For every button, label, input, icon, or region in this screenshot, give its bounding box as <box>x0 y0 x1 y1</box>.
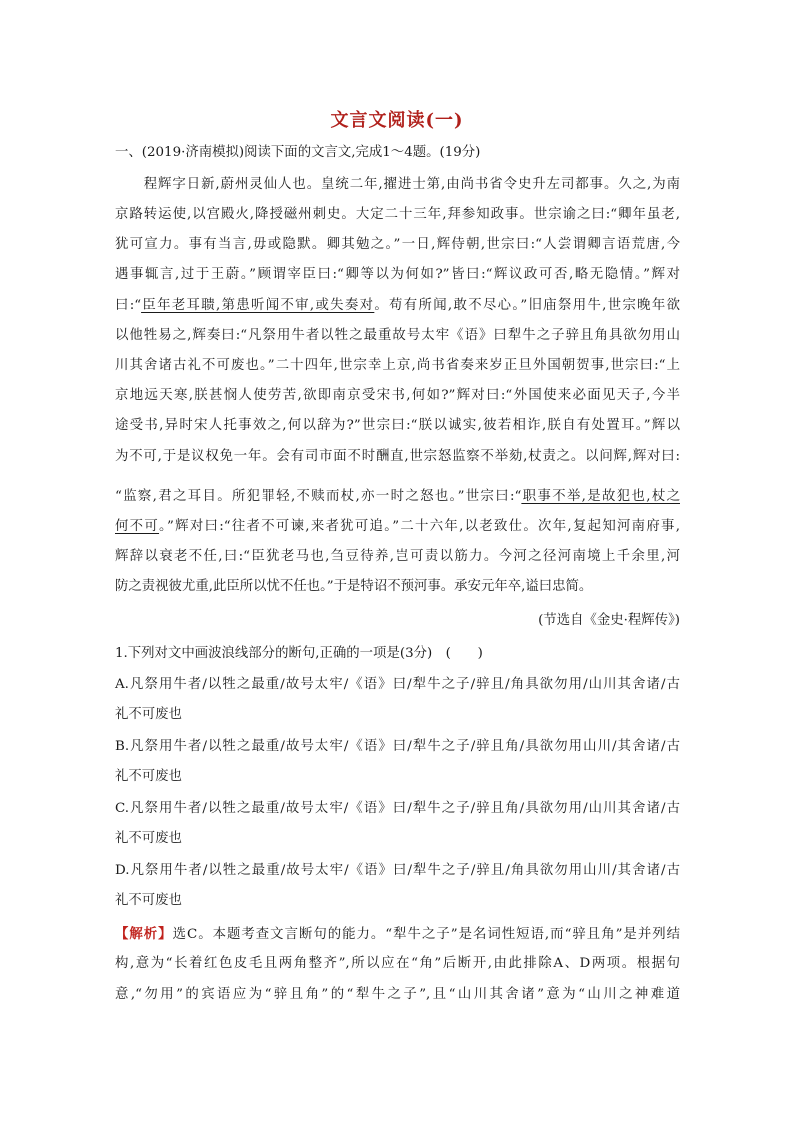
question-1-stem: 1.下列对文中画波浪线部分的断句,正确的一项是(3分) ( ) <box>115 646 483 661</box>
underlined-sentence-2: 职事不举,是故犯也,杖之 <box>521 489 680 504</box>
analysis-text: 选C。本题考查文言断句的能力。“犁牛之子”是名词性短语,而“骍且角”是并列结 <box>172 927 681 942</box>
analysis-line-3: 意,“勿用”的宾语应为“骍且角”的“犁牛之子”,且“山川其舍诸”意为“山川之神难道 <box>115 987 680 1002</box>
option-a: A.凡祭用牛者/以牲之最重/故号太牢/《语》曰/犁牛之子/骍且/角具欲勿用/山川其舍诸/古 <box>115 677 680 692</box>
option-c: C.凡祭用牛者/以牲之最重/故号太牢/《语》曰/犁牛之子/骍且角/具欲勿用/山川其舍诸/古 <box>115 801 680 816</box>
passage-line-1: 程辉字日新,蔚州灵仙人也。皇统二年,擢进士第,由尚书省令史升左司都事。久之,为南 <box>115 177 680 192</box>
analysis-line-2: 构,意为“长着红色皮毛且两角整齐”,所以应在“角”后断开,由此排除A、D两项。根据句 <box>115 956 680 971</box>
passage-line-6: 以他牲易之,辉奏曰:“凡祭用牛者以牲之最重故号太牢《语》曰犁牛之子骍且角具欲勿用山 <box>115 328 680 343</box>
passage-line-13: 辉辞以衰老不任,曰:“臣犹老马也,刍豆待养,岂可责以筋力。今河之径河南境上千余里,河 <box>115 549 680 564</box>
option-b: B.凡祭用牛者/以牲之最重/故号太牢/《语》曰/犁牛之子/骍且角/具欲勿用山川/其舍诸/古 <box>115 739 680 754</box>
passage-line-9: 途受书,异时宋人托事效之,何以辞为?”世宗曰:“朕以诚实,彼若相诈,朕自有处置耳。”辉以 <box>115 418 680 433</box>
option-d-cont: 礼不可废也 <box>115 893 182 908</box>
option-d: D.凡祭用牛者/以牲之最重/故号太牢/《语》曰/犁牛之子/骍且/角具欲勿用山川/其舍诸/古 <box>115 863 680 878</box>
option-b-cont: 礼不可废也 <box>115 769 182 784</box>
passage-line-10: 为不可,于是议权免一年。会有司市面不时酬直,世宗怒监察不举劾,杖责之。以问辉,辉对曰: <box>115 449 680 464</box>
question-header: 一、(2019·济南模拟)阅读下面的文言文,完成1～4题。(19分) <box>115 145 481 160</box>
analysis-tag: 【解析】 <box>115 926 173 942</box>
analysis-line-1 <box>115 924 680 945</box>
page-title: 文言文阅读(一) <box>330 110 464 131</box>
passage-line-14: 防之责视彼尤重,此臣所以忧不任也。”于是特诏不预河事。承安元年卒,谥曰忠简。 <box>115 579 593 594</box>
passage-line-3: 犹可宣力。事有当言,毋或隐默。卿其勉之。”一日,辉侍朝,世宗曰:“人尝谓卿言语荒唐,今 <box>115 237 680 252</box>
passage-text: 曰:“ <box>115 298 142 313</box>
source-citation: (节选自《金史·程辉传》) <box>538 613 680 628</box>
underlined-sentence-1: 臣年老耳聩,第患听闻不审,或失奏对 <box>141 298 375 313</box>
passage-line-5 <box>115 296 680 316</box>
passage-line-7: 川其舍诸古礼不可废也。”二十四年,世宗幸上京,尚书省奏来岁正旦外国朝贺事,世宗曰:“上 <box>115 358 680 373</box>
passage-text: 。”辉对曰:“往者不可谏,来者犹可追。”二十六年,以老致仕。次年,复起知河南府事, <box>159 519 680 534</box>
passage-line-4: 遇事辄言,过于王蔚。”顾谓宰臣曰:“卿等以为何如?”皆曰:“辉议政可否,略无隐情。”辉对 <box>115 267 680 282</box>
option-a-cont: 礼不可废也 <box>115 707 182 722</box>
passage-line-11 <box>115 487 680 507</box>
passage-line-8: 京地远天寒,朕甚悯人使劳苦,欲即南京受宋书,何如?”辉对曰:“外国使来必面见天子,今半 <box>115 388 680 403</box>
option-c-cont: 礼不可废也 <box>115 831 182 846</box>
passage-line-2: 京路转运使,以宫殿火,降授磁州刺史。大定二十三年,拜参知政事。世宗谕之曰:“卿年虽老, <box>115 207 680 222</box>
passage-text: 。苟有所闻,敢不尽心。”旧庙祭用牛,世宗晚年欲 <box>374 298 680 313</box>
passage-line-12 <box>115 517 680 537</box>
passage-text: “监察,君之耳目。所犯罪轻,不赎而杖,亦一时之怒也。”世宗曰:“ <box>115 489 522 504</box>
underlined-sentence-2-end: 何不可 <box>115 519 160 534</box>
